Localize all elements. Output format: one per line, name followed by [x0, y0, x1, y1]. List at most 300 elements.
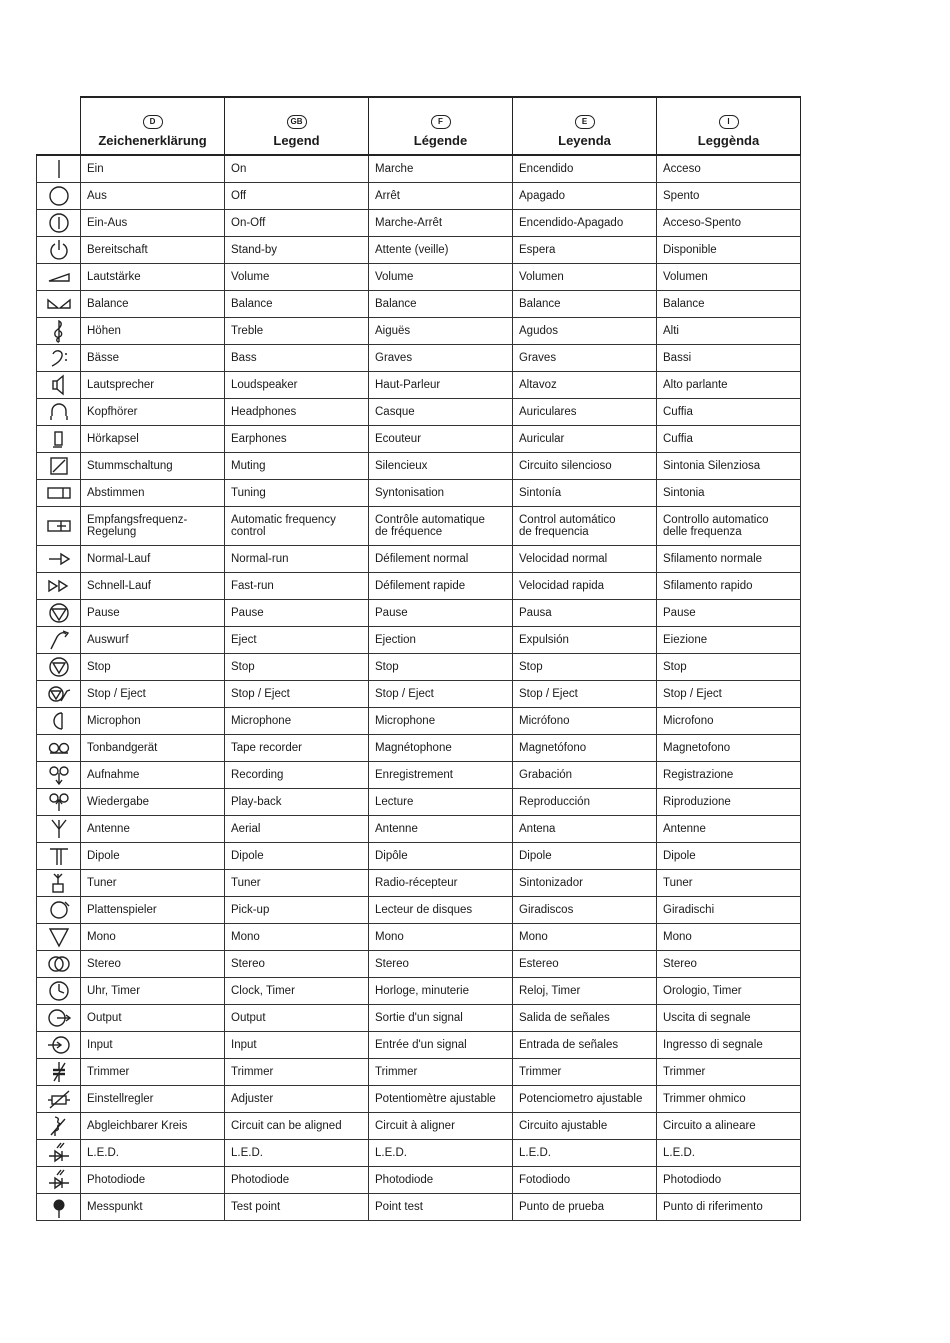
column-header-english: [225, 97, 369, 155]
column-title: Legend: [273, 133, 320, 148]
symbol-cell: [37, 453, 81, 480]
term-french: Stop: [369, 654, 513, 681]
headphones-icon: [37, 399, 80, 425]
term-english: Off: [225, 183, 369, 210]
muting-icon: [37, 453, 80, 479]
symbol-cell: [37, 843, 81, 870]
legend-row: [37, 372, 801, 399]
playback-icon: [37, 789, 80, 815]
symbol-cell: [37, 573, 81, 600]
term-italian: Punto di riferimento: [657, 1194, 801, 1221]
term-german: Stereo: [81, 951, 225, 978]
term-italian: Bassi: [657, 345, 801, 372]
term-french: Lecture: [369, 789, 513, 816]
legend-row: [37, 264, 801, 291]
header-row: [37, 97, 801, 155]
legend-row: [37, 1005, 801, 1032]
legend-sheet: [36, 96, 800, 1221]
symbol-cell: [37, 1194, 81, 1221]
term-english: Tuner: [225, 870, 369, 897]
term-english: On-Off: [225, 210, 369, 237]
term-english: Photodiode: [225, 1167, 369, 1194]
term-italian: Trimmer: [657, 1059, 801, 1086]
term-german: Kopfhörer: [81, 399, 225, 426]
language-badge: I: [719, 115, 739, 129]
term-spanish: Stop / Eject: [513, 681, 657, 708]
symbol-cell: [37, 264, 81, 291]
term-spanish: Circuito ajustable: [513, 1113, 657, 1140]
term-english: Microphone: [225, 708, 369, 735]
term-english: Muting: [225, 453, 369, 480]
term-italian: Sintonia Silenziosa: [657, 453, 801, 480]
term-italian: Dipole: [657, 843, 801, 870]
term-spanish: Volumen: [513, 264, 657, 291]
term-italian: Cuffia: [657, 399, 801, 426]
symbol-cell: [37, 708, 81, 735]
legend-body: [37, 155, 801, 1221]
symbol-cell: [37, 627, 81, 654]
term-italian: Orologio, Timer: [657, 978, 801, 1005]
term-french: Casque: [369, 399, 513, 426]
term-french: Magnétophone: [369, 735, 513, 762]
legend-row: [37, 155, 801, 183]
legend-row: [37, 1086, 801, 1113]
term-italian: Registrazione: [657, 762, 801, 789]
fast-forward-icon: [37, 573, 80, 599]
term-english: L.E.D.: [225, 1140, 369, 1167]
symbol-cell: [37, 978, 81, 1005]
term-english: Balance: [225, 291, 369, 318]
led-icon: [37, 1140, 80, 1166]
column-title: Leggènda: [697, 133, 760, 148]
column-title: Légende: [413, 133, 468, 148]
term-french: Stop / Eject: [369, 681, 513, 708]
symbol-cell: [37, 789, 81, 816]
legend-row: [37, 600, 801, 627]
legend-row: [37, 507, 801, 546]
term-english: Output: [225, 1005, 369, 1032]
term-french: Horloge, minuterie: [369, 978, 513, 1005]
term-spanish: L.E.D.: [513, 1140, 657, 1167]
legend-row: [37, 453, 801, 480]
term-french: Ecouteur: [369, 426, 513, 453]
symbol-cell: [37, 318, 81, 345]
legend-row: [37, 1140, 801, 1167]
term-spanish: Apagado: [513, 183, 657, 210]
tape-recorder-icon: [37, 735, 80, 761]
legend-row: [37, 735, 801, 762]
symbol-cell: [37, 183, 81, 210]
term-italian: Cuffia: [657, 426, 801, 453]
on-line-icon: [37, 156, 80, 182]
term-german: Dipole: [81, 843, 225, 870]
term-french: Marche-Arrêt: [369, 210, 513, 237]
term-french: Entrée d'un signal: [369, 1032, 513, 1059]
term-german: Tonbandgerät: [81, 735, 225, 762]
symbol-cell: [37, 507, 81, 546]
legend-row: [37, 978, 801, 1005]
term-german: L.E.D.: [81, 1140, 225, 1167]
legend-row: [37, 708, 801, 735]
legend-row: [37, 924, 801, 951]
on-off-icon: [37, 210, 80, 236]
column-header-german: [81, 97, 225, 155]
term-german: Photodiode: [81, 1167, 225, 1194]
symbol-cell: [37, 681, 81, 708]
term-german: Balance: [81, 291, 225, 318]
column-title: Leyenda: [558, 133, 611, 148]
term-english: Recording: [225, 762, 369, 789]
symbol-cell: [37, 654, 81, 681]
pause-icon: [37, 600, 80, 626]
term-english: Pick-up: [225, 897, 369, 924]
term-spanish: Trimmer: [513, 1059, 657, 1086]
term-spanish: Balance: [513, 291, 657, 318]
symbol-cell: [37, 1032, 81, 1059]
term-italian: Stop: [657, 654, 801, 681]
term-spanish: Encendido: [513, 155, 657, 183]
term-italian: Ingresso di segnale: [657, 1032, 801, 1059]
language-badge: F: [431, 115, 451, 129]
term-german: Pause: [81, 600, 225, 627]
term-english: Stop / Eject: [225, 681, 369, 708]
symbol-cell: [37, 480, 81, 507]
term-english: Aerial: [225, 816, 369, 843]
term-spanish: Salida de señales: [513, 1005, 657, 1032]
play-arrow-icon: [37, 546, 80, 572]
term-french: Graves: [369, 345, 513, 372]
aligned-circuit-icon: [37, 1113, 80, 1139]
stereo-icon: [37, 951, 80, 977]
term-italian: Magnetofono: [657, 735, 801, 762]
term-spanish: Dipole: [513, 843, 657, 870]
column-header-french: [369, 97, 513, 155]
term-spanish: Grabación: [513, 762, 657, 789]
term-italian: Volumen: [657, 264, 801, 291]
term-spanish: Pausa: [513, 600, 657, 627]
symbol-cell: [37, 237, 81, 264]
trimmer-icon: [37, 1059, 80, 1085]
legend-row: [37, 1167, 801, 1194]
term-german: Bereitschaft: [81, 237, 225, 264]
symbol-cell: [37, 1086, 81, 1113]
term-spanish: Auricular: [513, 426, 657, 453]
term-german: Mono: [81, 924, 225, 951]
term-french: Lecteur de disques: [369, 897, 513, 924]
symbol-column-header: [37, 97, 81, 155]
legend-row: [37, 897, 801, 924]
term-italian: Trimmer ohmico: [657, 1086, 801, 1113]
term-french: Radio-récepteur: [369, 870, 513, 897]
term-spanish: Antena: [513, 816, 657, 843]
term-italian: Alto parlante: [657, 372, 801, 399]
legend-row: [37, 816, 801, 843]
term-english: Treble: [225, 318, 369, 345]
term-italian: Circuito a alineare: [657, 1113, 801, 1140]
term-spanish: Sintonía: [513, 480, 657, 507]
term-french: Microphone: [369, 708, 513, 735]
symbol-cell: [37, 1140, 81, 1167]
term-english: Test point: [225, 1194, 369, 1221]
term-english: Automatic frequency control: [225, 507, 369, 546]
term-english: Dipole: [225, 843, 369, 870]
term-french: Défilement normal: [369, 546, 513, 573]
term-german: Bässe: [81, 345, 225, 372]
earphone-icon: [37, 426, 80, 452]
term-french: Haut-Parleur: [369, 372, 513, 399]
term-german: Lautstärke: [81, 264, 225, 291]
legend-row: [37, 762, 801, 789]
eject-icon: [37, 627, 80, 653]
legend-row: [37, 843, 801, 870]
term-english: On: [225, 155, 369, 183]
adjuster-icon: [37, 1086, 80, 1112]
input-icon: [37, 1032, 80, 1058]
term-german: Empfangsfrequenz- Regelung: [81, 507, 225, 546]
legend-row: [37, 654, 801, 681]
stop-eject-icon: [37, 681, 80, 707]
term-italian: Balance: [657, 291, 801, 318]
clock-timer-icon: [37, 978, 80, 1004]
term-italian: Microfono: [657, 708, 801, 735]
term-german: Stummschaltung: [81, 453, 225, 480]
legend-row: [37, 573, 801, 600]
term-german: Input: [81, 1032, 225, 1059]
turntable-icon: [37, 897, 80, 923]
term-italian: Antenne: [657, 816, 801, 843]
term-spanish: Entrada de señales: [513, 1032, 657, 1059]
legend-row: [37, 546, 801, 573]
symbol-cell: [37, 399, 81, 426]
term-italian: Mono: [657, 924, 801, 951]
term-french: Photodiode: [369, 1167, 513, 1194]
term-spanish: Magnetófono: [513, 735, 657, 762]
term-italian: L.E.D.: [657, 1140, 801, 1167]
term-spanish: Expulsión: [513, 627, 657, 654]
standby-icon: [37, 237, 80, 263]
term-german: Output: [81, 1005, 225, 1032]
term-english: Stand-by: [225, 237, 369, 264]
legend-row: [37, 345, 801, 372]
legend-row: [37, 870, 801, 897]
output-icon: [37, 1005, 80, 1031]
term-french: Dipôle: [369, 843, 513, 870]
legend-row: [37, 951, 801, 978]
term-french: Silencieux: [369, 453, 513, 480]
term-english: Normal-run: [225, 546, 369, 573]
symbol-cell: [37, 1167, 81, 1194]
term-english: Volume: [225, 264, 369, 291]
term-english: Mono: [225, 924, 369, 951]
term-german: Schnell-Lauf: [81, 573, 225, 600]
term-italian: Stop / Eject: [657, 681, 801, 708]
column-header-italian: [657, 97, 801, 155]
term-italian: Sintonia: [657, 480, 801, 507]
term-italian: Alti: [657, 318, 801, 345]
term-spanish: Altavoz: [513, 372, 657, 399]
term-italian: Pause: [657, 600, 801, 627]
legend-row: [37, 291, 801, 318]
legend-row: [37, 399, 801, 426]
term-french: Stereo: [369, 951, 513, 978]
legend-row: [37, 1032, 801, 1059]
term-french: Sortie d'un signal: [369, 1005, 513, 1032]
legend-row: [37, 480, 801, 507]
symbol-cell: [37, 816, 81, 843]
term-english: Tuning: [225, 480, 369, 507]
term-german: Auswurf: [81, 627, 225, 654]
term-german: Höhen: [81, 318, 225, 345]
term-spanish: Punto de prueba: [513, 1194, 657, 1221]
term-spanish: Graves: [513, 345, 657, 372]
term-french: Pause: [369, 600, 513, 627]
symbol-cell: [37, 210, 81, 237]
dipole-icon: [37, 843, 80, 869]
term-italian: Giradischi: [657, 897, 801, 924]
symbol-cell: [37, 372, 81, 399]
term-german: Abgleichbarer Kreis: [81, 1113, 225, 1140]
balance-icon: [37, 291, 80, 317]
term-german: Wiedergabe: [81, 789, 225, 816]
term-spanish: Velocidad rapida: [513, 573, 657, 600]
afc-icon: [37, 513, 80, 539]
term-french: Défilement rapide: [369, 573, 513, 600]
term-german: Stop / Eject: [81, 681, 225, 708]
term-english: Bass: [225, 345, 369, 372]
term-german: Einstellregler: [81, 1086, 225, 1113]
term-german: Abstimmen: [81, 480, 225, 507]
off-circle-icon: [37, 183, 80, 209]
term-spanish: Circuito silencioso: [513, 453, 657, 480]
term-french: Syntonisation: [369, 480, 513, 507]
term-spanish: Encendido-Apagado: [513, 210, 657, 237]
photodiode-icon: [37, 1167, 80, 1193]
term-german: Hörkapsel: [81, 426, 225, 453]
term-spanish: Espera: [513, 237, 657, 264]
term-french: Trimmer: [369, 1059, 513, 1086]
term-german: Aus: [81, 183, 225, 210]
symbol-cell: [37, 291, 81, 318]
term-italian: Riproduzione: [657, 789, 801, 816]
term-french: Marche: [369, 155, 513, 183]
term-german: Messpunkt: [81, 1194, 225, 1221]
term-french: Attente (veille): [369, 237, 513, 264]
term-german: Plattenspieler: [81, 897, 225, 924]
legend-row: [37, 210, 801, 237]
symbol-cell: [37, 897, 81, 924]
symbol-cell: [37, 426, 81, 453]
antenna-icon: [37, 816, 80, 842]
legend-row: [37, 1194, 801, 1221]
term-italian: Disponible: [657, 237, 801, 264]
term-french: Arrêt: [369, 183, 513, 210]
term-italian: Sfilamento normale: [657, 546, 801, 573]
treble-clef-icon: [37, 318, 80, 344]
term-spanish: Reproducción: [513, 789, 657, 816]
term-spanish: Micrófono: [513, 708, 657, 735]
term-english: Clock, Timer: [225, 978, 369, 1005]
term-english: Headphones: [225, 399, 369, 426]
term-german: Tuner: [81, 870, 225, 897]
term-german: Uhr, Timer: [81, 978, 225, 1005]
term-french: Ejection: [369, 627, 513, 654]
term-german: Antenne: [81, 816, 225, 843]
term-spanish: Agudos: [513, 318, 657, 345]
legend-row: [37, 237, 801, 264]
term-french: Antenne: [369, 816, 513, 843]
term-german: Ein: [81, 155, 225, 183]
legend-row: [37, 1059, 801, 1086]
term-spanish: Potenciometro ajustable: [513, 1086, 657, 1113]
term-italian: Photodiodo: [657, 1167, 801, 1194]
bass-clef-icon: [37, 345, 80, 371]
term-spanish: Control automático de frequencia: [513, 507, 657, 546]
term-spanish: Estereo: [513, 951, 657, 978]
legend-table: [36, 96, 801, 1221]
symbol-cell: [37, 762, 81, 789]
term-english: Tape recorder: [225, 735, 369, 762]
language-badge: GB: [287, 115, 307, 129]
term-english: Stereo: [225, 951, 369, 978]
column-header-spanish: [513, 97, 657, 155]
term-french: Balance: [369, 291, 513, 318]
term-english: Input: [225, 1032, 369, 1059]
legend-row: [37, 627, 801, 654]
term-french: Volume: [369, 264, 513, 291]
symbol-cell: [37, 600, 81, 627]
symbol-cell: [37, 951, 81, 978]
term-french: Circuit à aligner: [369, 1113, 513, 1140]
term-english: Adjuster: [225, 1086, 369, 1113]
stop-icon: [37, 654, 80, 680]
legend-row: [37, 681, 801, 708]
term-french: Potentiomètre ajustable: [369, 1086, 513, 1113]
tuner-icon: [37, 870, 80, 896]
mono-icon: [37, 924, 80, 950]
legend-row: [37, 1113, 801, 1140]
language-badge: E: [575, 115, 595, 129]
microphone-icon: [37, 708, 80, 734]
term-english: Pause: [225, 600, 369, 627]
term-german: Normal-Lauf: [81, 546, 225, 573]
term-french: Enregistrement: [369, 762, 513, 789]
symbol-cell: [37, 924, 81, 951]
term-german: Trimmer: [81, 1059, 225, 1086]
term-french: Mono: [369, 924, 513, 951]
recording-icon: [37, 762, 80, 788]
term-french: Aiguës: [369, 318, 513, 345]
legend-row: [37, 426, 801, 453]
term-italian: Spento: [657, 183, 801, 210]
term-german: Ein-Aus: [81, 210, 225, 237]
term-english: Circuit can be aligned: [225, 1113, 369, 1140]
term-spanish: Auriculares: [513, 399, 657, 426]
symbol-cell: [37, 870, 81, 897]
column-title: Zeichenerklärung: [98, 133, 207, 148]
symbol-cell: [37, 546, 81, 573]
term-english: Play-back: [225, 789, 369, 816]
term-italian: Tuner: [657, 870, 801, 897]
term-german: Stop: [81, 654, 225, 681]
term-english: Eject: [225, 627, 369, 654]
term-spanish: Giradiscos: [513, 897, 657, 924]
term-italian: Controllo automatico delle frequenza: [657, 507, 801, 546]
test-point-icon: [37, 1194, 80, 1220]
term-spanish: Velocidad normal: [513, 546, 657, 573]
legend-row: [37, 183, 801, 210]
term-italian: Eiezione: [657, 627, 801, 654]
symbol-cell: [37, 345, 81, 372]
